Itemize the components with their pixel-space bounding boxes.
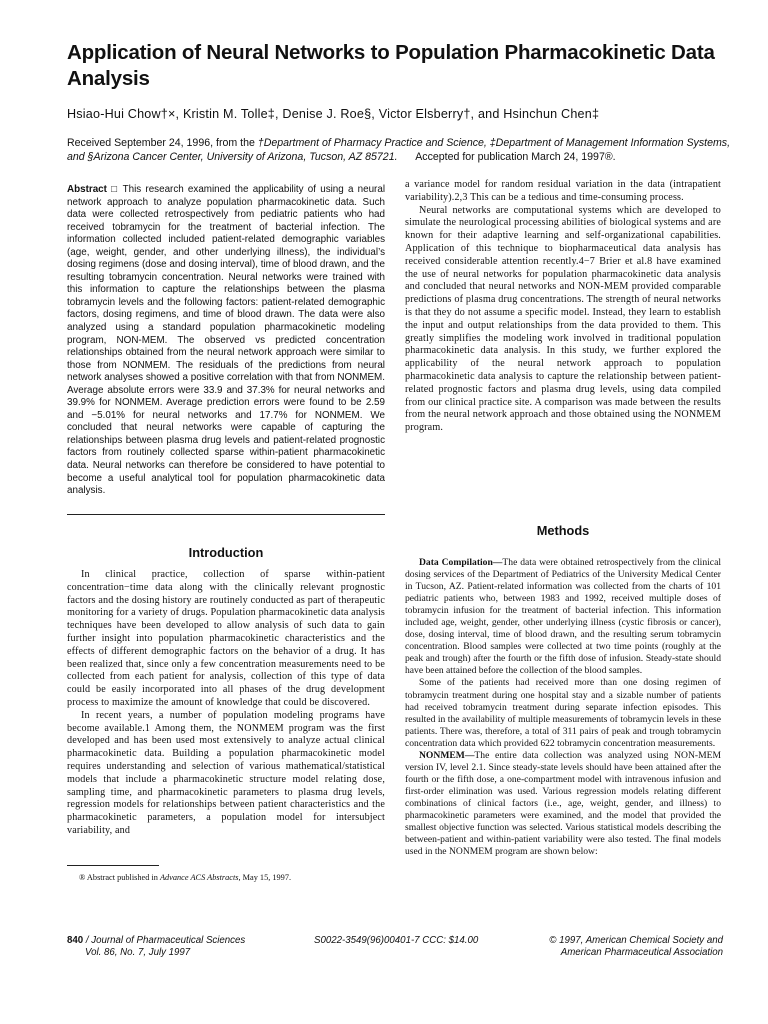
footer-journal xyxy=(67,935,245,959)
article-title: Application of Neural Networks to Population Pharmacokinetic Data Analysis xyxy=(67,41,715,90)
abstract xyxy=(67,184,385,498)
copyright-line-2: American Pharmaceutical Association xyxy=(560,947,723,958)
page-footer xyxy=(67,935,723,961)
copyright-line-1: © 1997, American Chemical Society and xyxy=(549,935,723,946)
run-in-heading: NONMEM— xyxy=(419,749,475,761)
page-number: 840 xyxy=(67,935,84,946)
paragraph: Some of the patients had received more than one dosing regimen of tobramycin treatment during one hospital stay and a sizable number of patients had received tobramycin treatment during separate infection episodes. This resulted in the availability of multiple measurements of tobramycin levels in these patients. There was, therefore, a total of 311 pairs of peak and trough tobramycin concentration data which provided 622 tobramycin concentration measurements. xyxy=(405,677,721,749)
affiliations: †Department of Pharmacy Practice and Science, ‡Department of Management Information Systems, and §Arizona Cancer Center, University of Arizona, Tucson, AZ 85721. xyxy=(67,137,731,163)
paragraph: In recent years, a number of population modeling programs have become available.1 Among them, the NONMEM program was the first developed and has been used most extensively to analyze actual clinical pharmacokinetic data. Building a population pharmacokinetic model requires understanding and selection of various mathematical/statistical models that include a pharmacokinetic structure model relating dose, sampling time, and pharmacokinetic parameters to plasma drug levels, regression models for relationships between patient characteristics and the pharmacokinetic parameters, a population model for intersubject variability, and xyxy=(67,709,385,836)
abstract-box-symbol: □ xyxy=(106,184,123,195)
paragraph-text: The data were obtained retrospectively from the clinical dosing services of the Department of Pediatrics of the University Medical Center in Tucson, AZ. Patient-related information was collected from the charts of 101 pediatric patients who, between 1983 and 1992, received multiple doses of tobramycin infusion for the treatment of bacterial infection. This information included age, weight, gender, other underlying illness (cystic fibrosis or cancer), dose, dosing interval, time of blood drawn, and the resulting serum tobramycin concentration. Blood samples were collected at two time points (roughly at the peak and trough) after the fourth or the fifth dose of infusion. Steady-state should have been attained before the collection of the blood samples. xyxy=(405,557,721,677)
methods-body xyxy=(405,557,721,858)
abstract-label: Abstract xyxy=(67,184,107,195)
paragraph: Neural networks are computational systems which are developed to simulate the neurological processing abilities of biological systems and are known for their adaptive learning and self-organizational capabilities. Application of this technique to biopharmaceutical data analysis has received considerable attention recently.4−7 Brier et al.8 have examined the use of neural networks for population pharmacokinetic data analysis and concluded that neural networks and NON-MEM provided comparable predictions of plasma drug concentrations. The strength of neural networks is that they do not assume a specific model. Instead, they learn to establish the input and output relationships from the data provided to them. This greatly simplifies the modeling work involved in traditional population pharmacokinetic data analysis. In this study, we further explored the applicability of the neural network approach to population pharmacokinetic data analysis to capture the relationship between patient-related prognostic factors and plasma drug levels, using data compiled from our clinical practice site. A comparison was made between the results from the neural network approach and those obtained using the NONMEM program. xyxy=(405,204,721,434)
abstract-text: This research examined the applicability of using a neural network approach to analyze population pharmacokinetic data. Such data were collected retrospectively from pediatric patients who had received tobramycin for the treatment of bacterial infection. The information collected included patient-related demographic variables (age, weight, gender, and other underlying illness), the individual’s dosing regimens (dose and dosing interval), time of blood drawn, and the resulting tobramycin concentration. Neural networks were trained with this information to capture the relationships between the plasma tobramycin levels and the following factors: patient-related demographic factors, dosing regimens, and time of blood drawn. The data were also analyzed using a standard population pharmacokinetic modeling program, NON-MEM. The observed vs predicted concentration relationships obtained from the neural network approach were similar to those from NONMEM. The residuals of the predictions from neural network analyses showed a positive correlation with that from NONMEM. Average absolute errors were 33.9 and 37.3% for neural networks and 39.9% for NONMEM. Average prediction errors were found to be 2.59 and −5.01% for neural networks and 17.7% for NONMEM. We concluded that neural networks were capable of capturing the relationships between plasma drug levels and patient-related prognostic factors from routinely collected sparse within-patient pharmacokinetic data. Neural networks can therefore be considered to have potential to become a useful analytical tool for population pharmacokinetic data analysis. xyxy=(67,184,386,497)
paragraph-nonmem xyxy=(405,750,721,858)
paragraph-text: The entire data collection was analyzed using NON-MEM version IV, level 2.1. Since steady-state levels should have been attained after the fourth or the fifth dose, a one-compartment model with intravenous infusion and first-order elimination was used. Various regression models relating different combinations of clinical factors (i.e., age, weight, gender, and illness) to pharmacokinetic parameters were examined, and the model that provided the smallest objective function was selected. Various statistical models describing the between-patient and within-patient variability were also tested. The final models used in the NONMEM program are shown below: xyxy=(405,749,721,858)
footnote-symbol: ® xyxy=(79,873,86,882)
paragraph-data-compilation xyxy=(405,557,721,677)
received-line xyxy=(67,136,737,164)
footer-article-code: S0022-3549(96)00401-7 CCC: $14.00 xyxy=(314,935,479,946)
section-heading-methods: Methods xyxy=(536,523,590,538)
journal-name: / Journal of Pharmaceutical Sciences xyxy=(83,935,246,946)
footnote-prefix: Abstract published in xyxy=(85,873,160,882)
received-prefix: Received September 24, 1996, from the xyxy=(67,137,258,149)
footnote xyxy=(67,872,385,883)
footnote-divider xyxy=(67,865,159,866)
footnote-suffix: , May 15, 1997. xyxy=(238,873,292,882)
footer-copyright xyxy=(549,935,723,959)
abstract-divider xyxy=(67,514,385,515)
right-column-intro-continuation xyxy=(405,179,721,435)
author-list: Hsiao-Hui Chow†×, Kristin M. Tolle‡, Denise J. Roe§, Victor Elsberry†, and Hsinchun Chen‡ xyxy=(67,107,600,121)
journal-volume: Vol. 86, No. 7, July 1997 xyxy=(85,947,191,958)
section-heading-introduction: Introduction xyxy=(188,545,264,560)
introduction-body xyxy=(67,569,385,838)
paragraph: In clinical practice, collection of sparse within-patient concentration−time data along with the clinically relevant prognostic factors and the dosing history are routinely conducted as part of therapeutic monitoring for a variety of drugs. Population pharmacokinetic data analysis techniques have been developed to allow analysis of such data to gain further insight into population pharmacokinetic characteristics and the effects of different demographic factors on the behavior of a drug. It has been realized that, since only a few concentration measurements need to be collected from each patient for analysis, collection of this type of data could be easily incorporated into all phases of the drug development process to maximize the amount of knowledge that could be discovered. xyxy=(67,569,385,708)
accepted-date: Accepted for publication March 24, 1997®. xyxy=(415,151,616,163)
footnote-journal: Advance ACS Abstracts xyxy=(159,873,239,882)
run-in-heading: Data Compilation— xyxy=(419,557,503,568)
paragraph: a variance model for random residual variation in the data (intrapatient variability).2,3 This can be a tedious and time-consuming process. xyxy=(405,179,721,203)
